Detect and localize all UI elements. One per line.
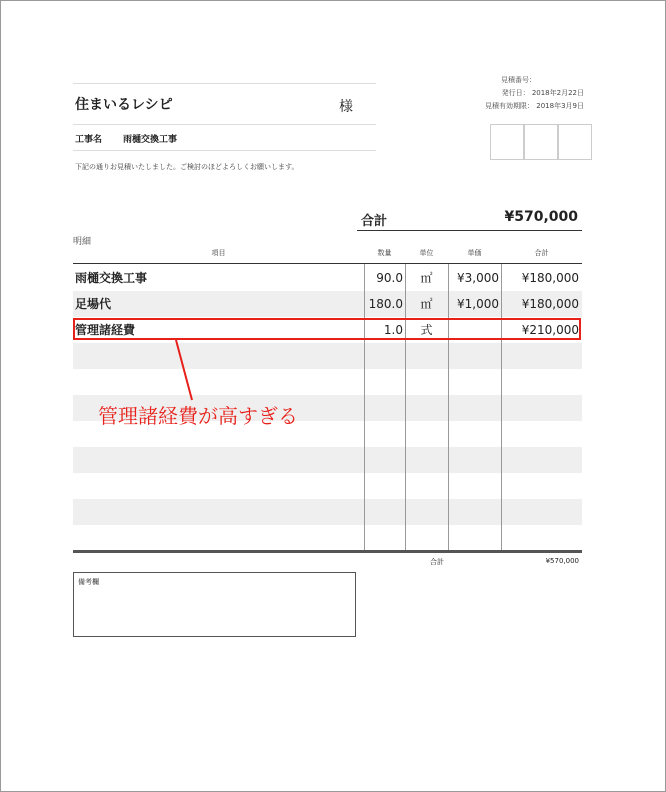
issue-date: 発行日： 2018年2月22日 [501,89,584,97]
divider [73,150,376,151]
table-row-empty [73,343,582,369]
header-amount: 合計 [534,249,549,257]
row-price: ¥3,000 [457,271,499,285]
total-amount: ¥570,000 [504,209,578,225]
row-amount: ¥180,000 [521,297,579,311]
callout-line [170,338,200,402]
estimate-number [501,75,584,85]
row-item: 雨樋交換工事 [75,271,148,285]
row-item: 管理諸経費 [75,323,136,337]
stamp-box [524,124,558,160]
row-price: ¥1,000 [457,297,499,311]
table-row-empty [73,369,582,395]
row-qty: 180.0 [368,297,403,311]
header-qty: 数量 [377,249,392,257]
header-price: 単価 [467,249,482,257]
project-name: 雨樋交換工事 [123,135,178,145]
stamp-box [558,124,592,160]
estimate-no-label: 見積番号： [501,76,536,84]
annotation-text: 管理諸経費が高すぎる [98,404,298,428]
row-unit: ㎡ [420,297,433,311]
greeting-text: 下記の通りお見積いたしました。ご検討のほどよろしくお願いします。 [75,163,299,171]
project-label: 工事名 [75,135,103,145]
column-line [501,264,502,550]
honorific: 様 [339,99,353,115]
divider [73,83,376,84]
table-row-empty [73,525,582,551]
highlight-box [73,318,581,340]
table-row-empty [73,499,582,525]
total-label: 合計 [361,214,388,229]
row-amount: ¥180,000 [521,271,579,285]
notes-box[interactable] [73,572,356,637]
row-unit: ㎡ [420,271,433,285]
table-row [73,265,582,291]
column-line [405,264,406,550]
row-amount: ¥210,000 [521,323,579,337]
row-qty: 1.0 [383,323,403,337]
client-name: 住まいるレシピ [75,97,173,113]
divider [73,124,376,125]
column-line [364,264,365,550]
table-bottom-rule [73,550,582,553]
table-row-empty [73,447,582,473]
valid-until: 見積有効期限： 2018年3月9日 [485,102,584,110]
footer-total-label: 合計 [430,558,444,566]
row-qty: 90.0 [376,271,403,285]
total-underline [357,230,582,231]
header-unit: 単位 [419,249,434,257]
table-row [73,291,582,317]
column-line [448,264,449,550]
table-row-empty [73,473,582,499]
notes-label: 備考欄 [78,578,99,586]
row-item: 足場代 [75,297,112,311]
stamp-box [490,124,524,160]
header-item: 項目 [211,249,226,257]
footer-total-amount: ¥570,000 [545,557,579,565]
header-rule [73,263,582,264]
row-unit: 式 [420,323,433,337]
details-label: 明細 [73,237,92,247]
